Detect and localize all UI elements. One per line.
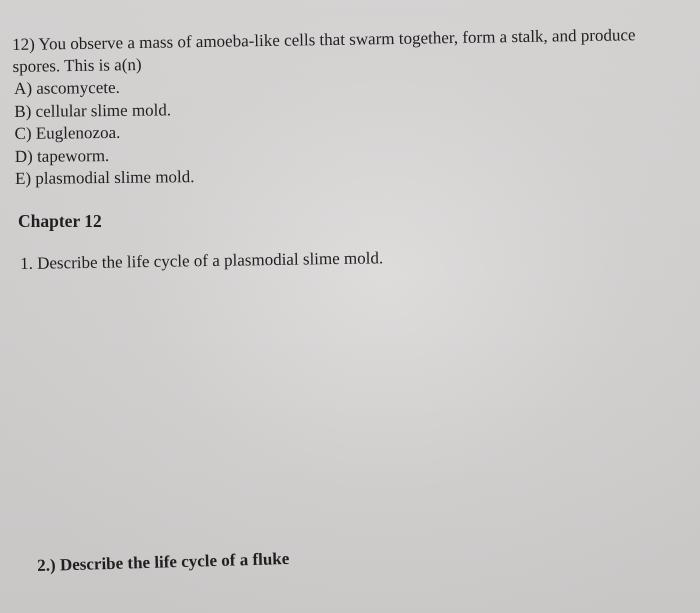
chapter-heading: Chapter 12 xyxy=(18,211,102,231)
question-12-line-1: 12) You observe a mass of amoeba-like cells that swarm together, form a stalk, and produce xyxy=(12,25,636,54)
question-12 xyxy=(12,23,697,78)
question-12-line-2: spores. This is a(n) xyxy=(12,54,142,76)
chapter-question-1: 1. Describe the life cycle of a plasmodial slime mold. xyxy=(20,248,384,273)
option-e: E) plasmodial slime mold. xyxy=(14,167,195,188)
option-b: B) cellular slime mold. xyxy=(14,99,172,121)
chapter-question-2: 2.) Describe the life cycle of a fluke xyxy=(37,548,290,575)
option-d: D) tapeworm. xyxy=(14,145,110,166)
answer-options xyxy=(14,76,195,190)
option-a: A) ascomycete. xyxy=(14,77,120,98)
option-c: C) Euglenozoa. xyxy=(14,122,121,143)
